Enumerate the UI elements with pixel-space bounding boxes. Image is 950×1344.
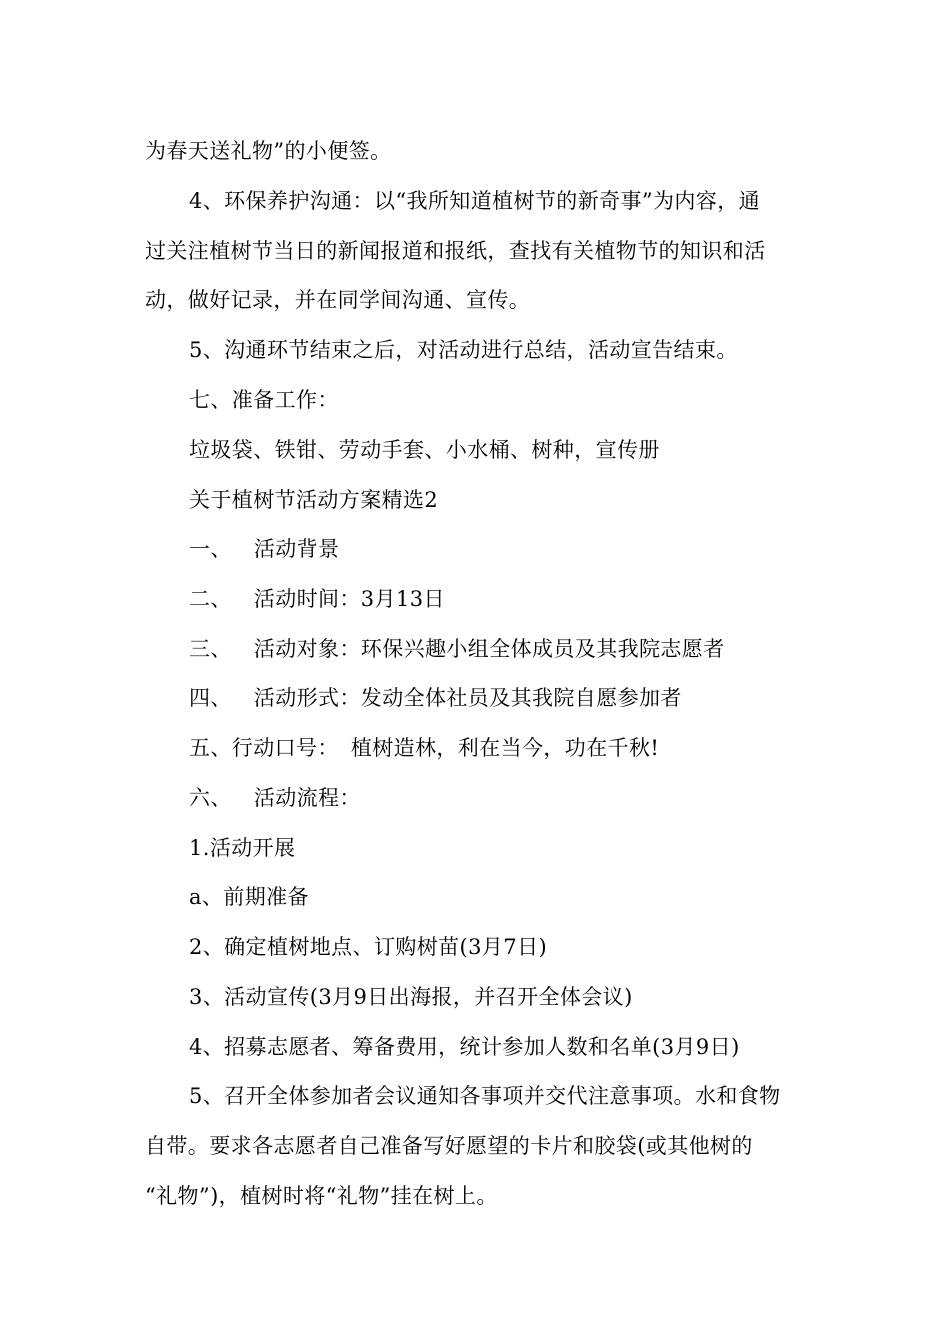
list-number: 二、 [189, 587, 232, 611]
list-number: 五、行动口号： [189, 736, 339, 760]
list-text: 植树造林，利在当今，功在千秋! [350, 736, 660, 760]
paragraph-line: 自带。要求各志愿者自己准备写好愿望的卡片和胶袋(或其他树的 [145, 1134, 753, 1158]
section-heading: 七、准备工作： [189, 388, 339, 412]
list-text: 活动背景 [253, 537, 340, 561]
list-item [189, 786, 361, 810]
list-item [189, 736, 659, 760]
list-item [189, 537, 339, 561]
list-text: 活动对象：环保兴趣小组全体成员及其我院志愿者 [253, 637, 725, 661]
paragraph-line: 4、招募志愿者、筹备费用，统计参加人数和名单(3月9日) [189, 1035, 740, 1059]
paragraph-line: 2、确定植树地点、订购树苗(3月7日) [189, 935, 548, 959]
paragraph-line: 动，做好记录，并在同学间沟通、宣传。 [145, 288, 531, 312]
paragraph-line: 过关注植树节当日的新闻报道和报纸，查找有关植物节的知识和活 [145, 239, 766, 263]
list-item [189, 637, 725, 661]
list-number: 六、 [189, 786, 232, 810]
paragraph-line: a、前期准备 [189, 885, 309, 909]
list-item [189, 686, 682, 710]
paragraph-line: 为春天送礼物”的小便签。 [145, 139, 392, 163]
paragraph-line: 4、环保养护沟通：以“我所知道植树节的新奇事”为内容，通 [189, 189, 761, 213]
list-number: 三、 [189, 637, 232, 661]
paragraph-line: 5、沟通环节结束之后，对活动进行总结，活动宣告结束。 [189, 338, 738, 362]
paragraph-line: “礼物”)，植树时将“礼物”挂在树上。 [145, 1184, 498, 1208]
list-number: 一、 [189, 537, 232, 561]
list-text: 活动流程： [253, 786, 361, 810]
paragraph-line: 垃圾袋、铁钳、劳动手套、小水桶、树种，宣传册 [189, 438, 660, 462]
list-text: 活动形式：发动全体社员及其我院自愿参加者 [253, 686, 682, 710]
paragraph-line: 5、召开全体参加者会议通知各事项并交代注意事项。水和食物 [189, 1084, 781, 1108]
paragraph-line: 3、活动宣传(3月9日出海报，并召开全体会议) [189, 985, 633, 1009]
list-item [189, 587, 445, 611]
list-number: 四、 [189, 686, 232, 710]
document-title: 关于植树节活动方案精选2 [189, 488, 439, 512]
paragraph-line: 1.活动开展 [189, 836, 296, 860]
list-text: 活动时间：3月13日 [253, 587, 445, 611]
